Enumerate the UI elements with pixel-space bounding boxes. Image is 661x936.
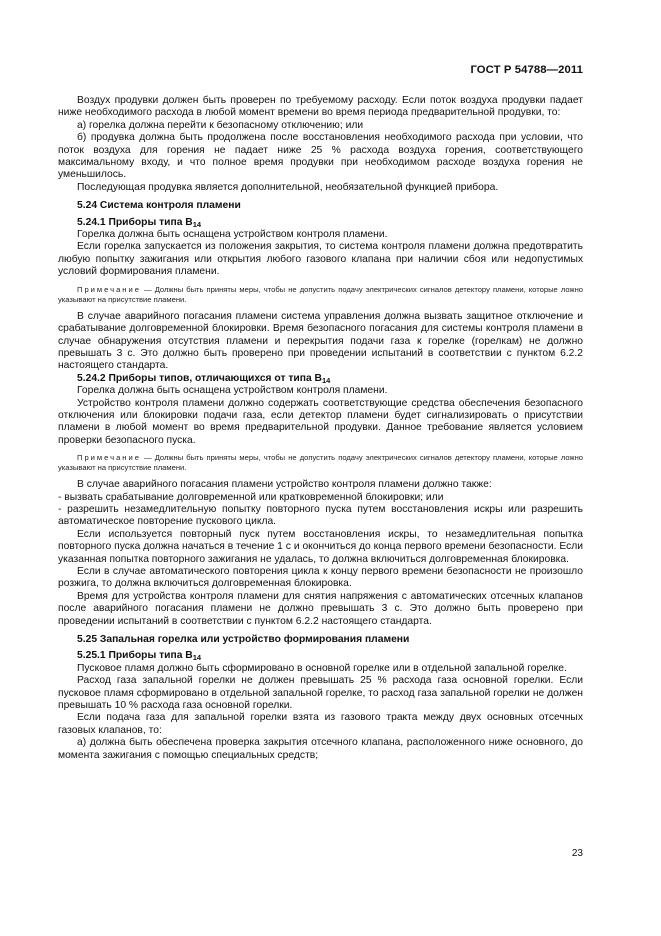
paragraph: Если используется повторный пуск путем восстановления искры, то незамедлительная попытка повторного пуска должна начаться в течение 1 с и окончиться до конца первого времени безопасности. Если указанная попытка повторного зажигания не удалась, то должна включиться долговременная блокировка. xyxy=(58,528,583,565)
page-number: 23 xyxy=(571,848,583,859)
paragraph: В случае аварийного погасания пламени устройство контроля пламени должно также: xyxy=(77,479,492,491)
paragraph: Воздух продувки должен быть проверен по требуемому расходу. Если поток воздуха продувки падает ниже необходимого расхода в любой момент времени во время периода предварительной продувки, то: xyxy=(58,95,583,119)
paragraph: Расход газа запальной горелки не должен превышать 25 % расхода газа основной горелки. Если пусковое пламя сформировано в отдельной запальной горелке, то расход газа запальной горелки не должен превышать 10 % расхода газа основной горелки. xyxy=(58,675,583,712)
list-item: - вызвать срабатывание долговременной или кратковременной блокировки; или xyxy=(58,491,444,503)
section-heading-5-25: 5.25 Запальная горелка или устройство формирования пламени xyxy=(77,634,410,646)
subsection-heading-5-24-2: 5.24.2 Приборы типов, отличающихся от типа $B_{14}$ xyxy=(77,372,331,385)
subsection-heading-5-25-1: 5.25.1 Приборы типа $B_{14}$ xyxy=(77,650,202,663)
paragraph: Горелка должна быть оснащена устройством контроля пламени. xyxy=(77,229,388,241)
note: Примечание — Должны быть приняты меры, чтобы не допустить подачу электрических сигналов детектору пламени, которые ложно указывают на присутствие пламени. xyxy=(58,453,583,473)
paragraph: В случае аварийного погасания пламени система управления должна вызвать защитное отключение и срабатывание долговременной блокировки. Время безопасного погасания для системы контроля пламени в случае обнаружения отсутствия пламени и перекрытия подачи газа к горелке (горелкам) не должно превышать 3 с. Это должно быть проверено при проведении испытаний в соответствии с пунктом 6.2.2 настоящего стандарта. xyxy=(58,310,583,372)
paragraph: Если горелка запускается из положения закрытия, то система контроля пламени должна предотвратить любую попытку зажигания или открытия любого газового клапана при наличии сбоя или недопустимых условий формирования пламени. xyxy=(58,241,583,278)
subsection-heading-5-24-1: 5.24.1 Приборы типа $B_{14}$ xyxy=(77,216,202,229)
paragraph: Последующая продувка является дополнительной, необязательной функцией прибора. xyxy=(77,181,499,193)
list-item: а) должна быть обеспечена проверка закрытия отсечного клапана, расположенного ниже основного, до момента зажигания с помощью специальных средств; xyxy=(58,737,583,761)
paragraph: Если в случае автоматического повторения цикла к концу первого времени безопасности не произошло розжига, то должна включиться долговременная блокировка. xyxy=(58,566,583,590)
list-item: а) горелка должна перейти к безопасному отключению; или xyxy=(77,119,364,131)
note: Примечание — Должны быть приняты меры, чтобы не допустить подачу электрических сигналов детектору пламени, которые ложно указывают на присутствие пламени. xyxy=(58,284,583,304)
list-item: б) продувка должна быть продолжена после восстановления необходимого расхода при условии, что поток воздуха для горения не падает ниже 25 % расхода воздуха горения, соответствующего максимальному входу, и что полное время продувки при необходимом расходе воздуха горения не уменьшилось. xyxy=(58,132,583,181)
list-item: - разрешить незамедлительную попытку повторного пуска путем восстановления искры или разрешить автоматическое повторение пускового цикла. xyxy=(58,503,583,528)
paragraph: Устройство контроля пламени должно содержать соответствующие средства обеспечения безопасного отключения или блокировки подачи газа, если детектор пламени будет сигнализировать о присутствии пламени в любой момент во время предварительной продувки. Данное требование является условием проверки безопасного пуска. xyxy=(58,397,583,446)
paragraph: Время для устройства контроля пламени для снятия напряжения с автоматических отсечных клапанов после аварийного погасания пламени не должно превышать 3 с. Это должно быть проверено при проведении испытаний в соответствии с пунктом 6.2.2 настоящего стандарта. xyxy=(58,590,583,627)
paragraph: Пусковое пламя должно быть сформировано в основной горелке или в отдельной запальной горелке. xyxy=(77,662,567,674)
standard-code: ГОСТ Р 54788—2011 xyxy=(470,64,583,76)
paragraph: Если подача газа для запальной горелки взята из газового тракта между двух основных отсечных газовых клапанов, то: xyxy=(58,712,583,736)
page-content xyxy=(58,95,583,762)
paragraph: Горелка должна быть оснащена устройством контроля пламени. xyxy=(77,385,388,397)
section-heading-5-24: 5.24 Система контроля пламени xyxy=(77,200,241,212)
